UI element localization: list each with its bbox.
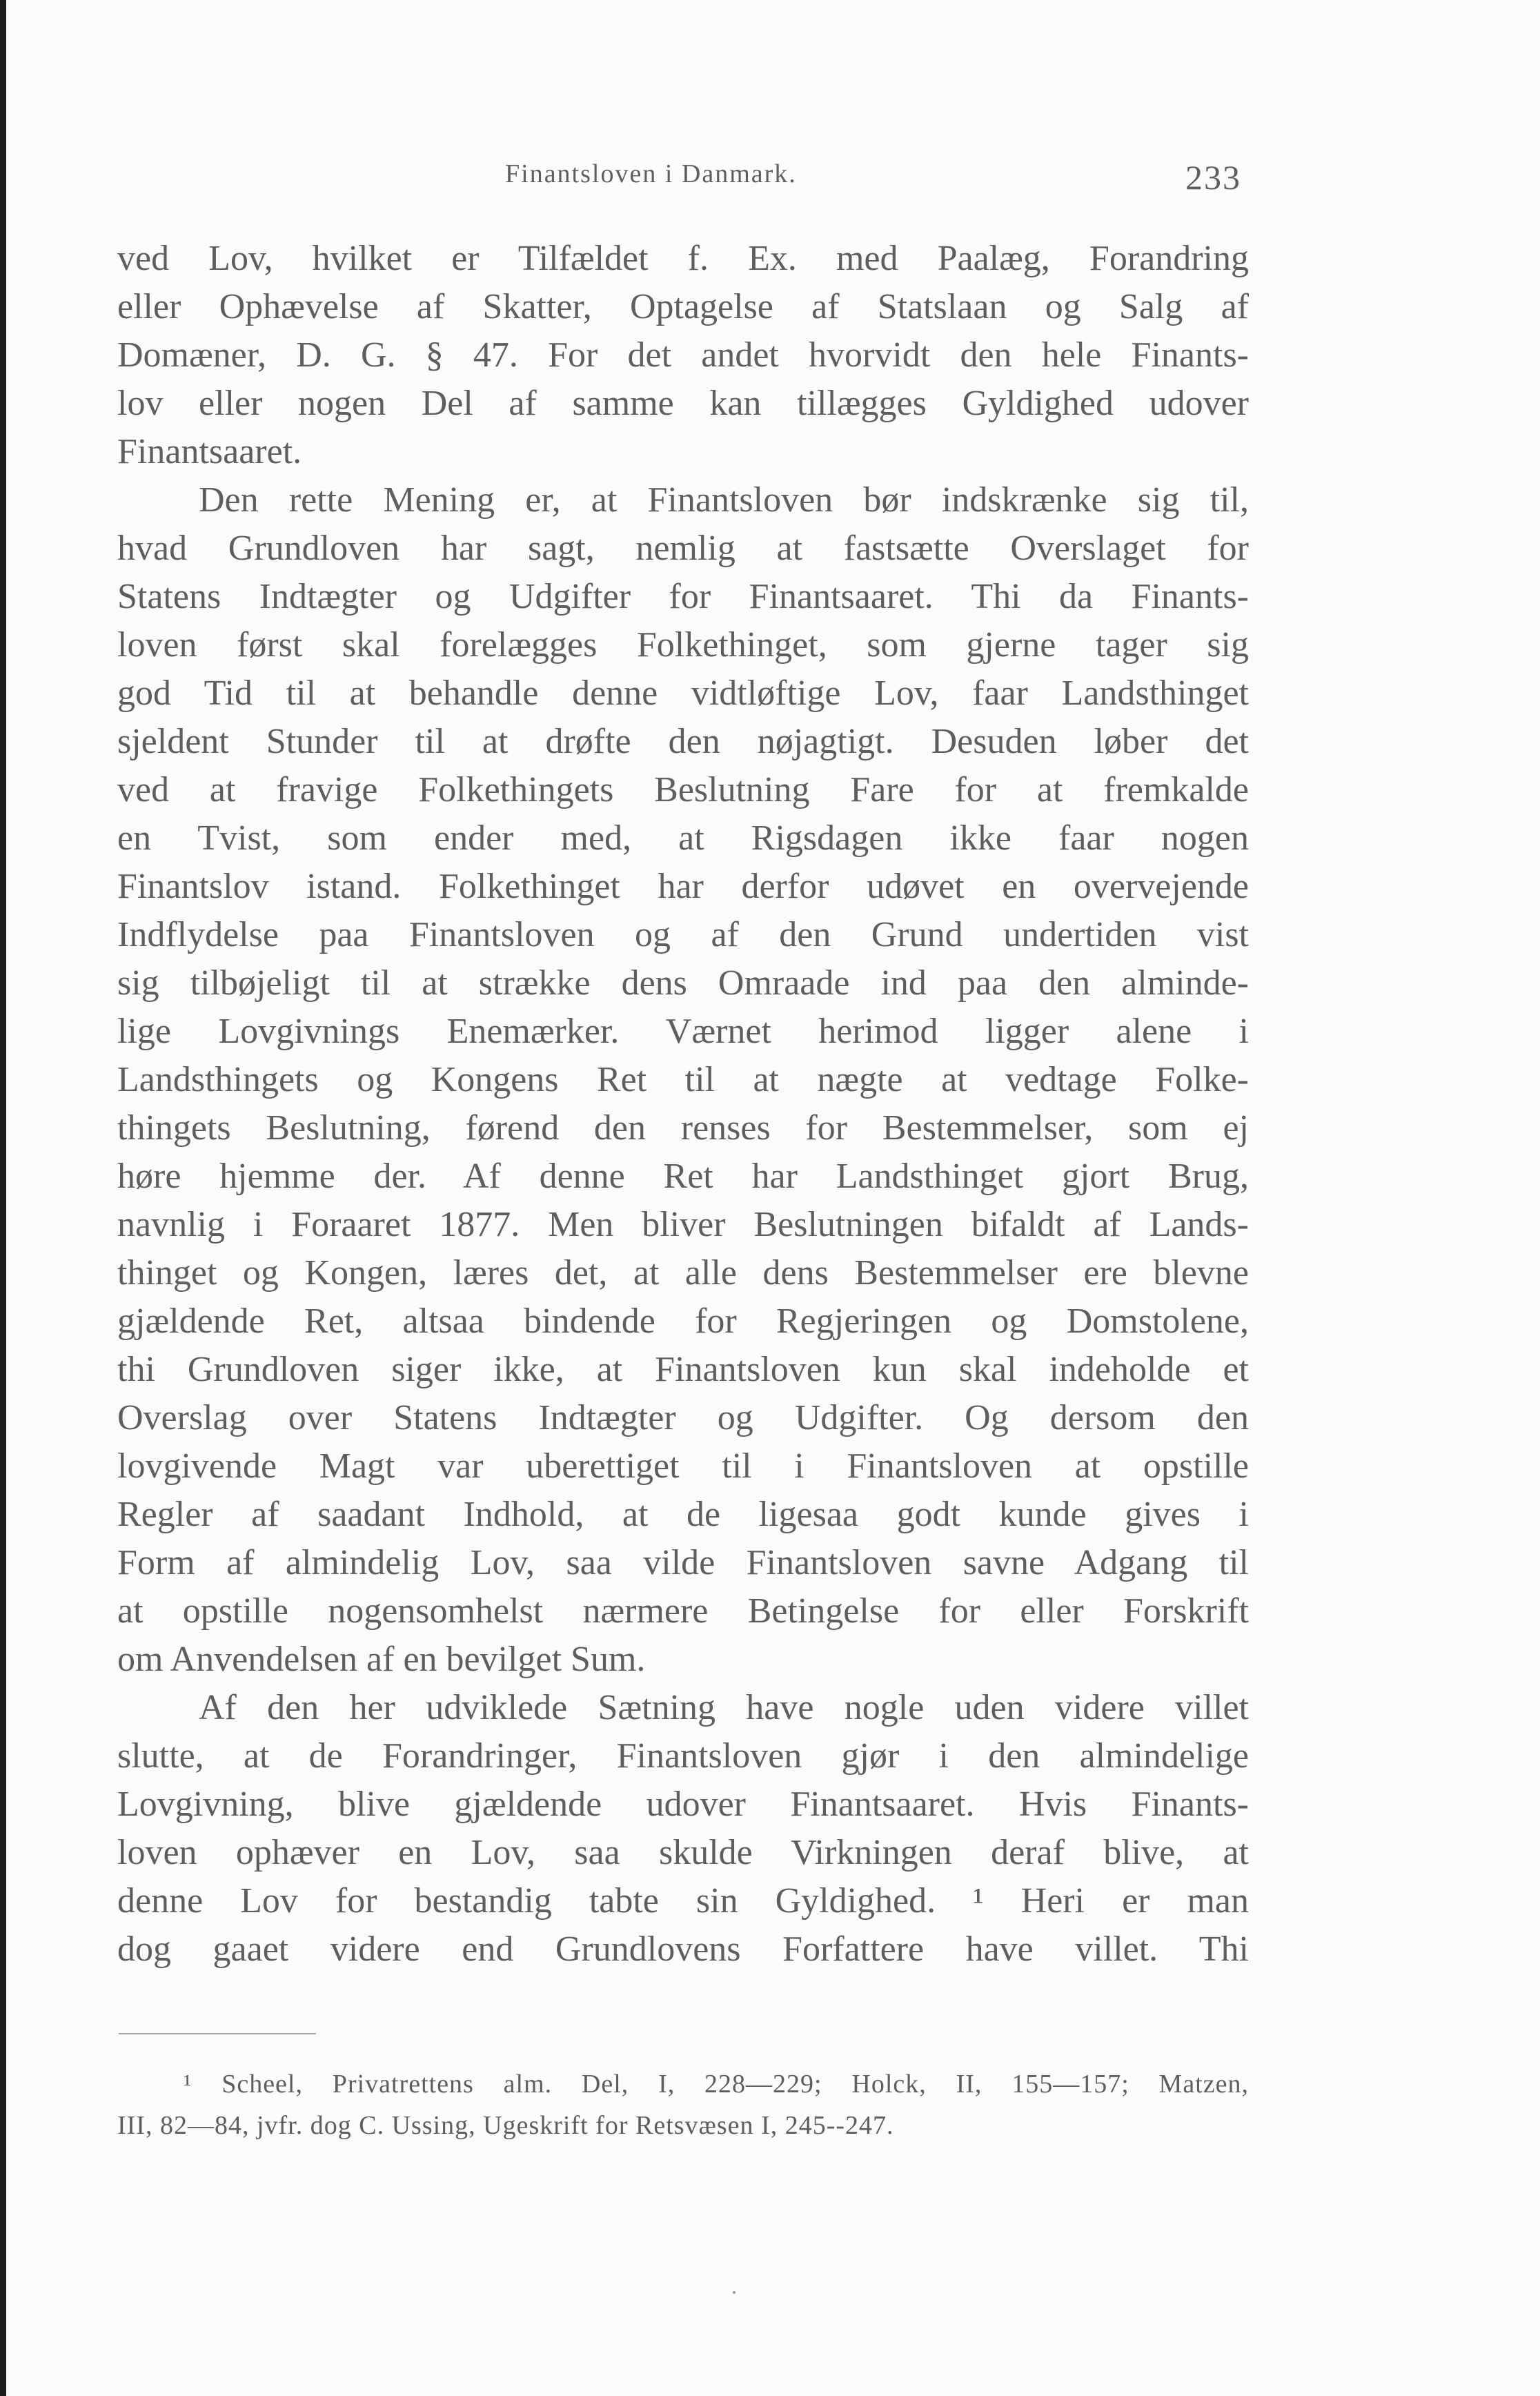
text-line: thinget og Kongen, læres det, at alle dens Bestemmelser ere blevne — [117, 1253, 1249, 1293]
text-line: Finantsaaret. — [117, 432, 302, 471]
text-line: Form af almindelig Lov, saa vilde Finantsloven savne Adgang til — [117, 1543, 1249, 1582]
paragraph-3 — [117, 1684, 1249, 1974]
text-line: thi Grundloven siger ikke, at Finantsloven kun skal indeholde et — [117, 1350, 1249, 1389]
text-line: eller Ophævelse af Skatter, Optagelse af Statslaan og Salg af — [117, 287, 1249, 326]
text-line: Den rette Mening er, at Finantsloven bør indskrænke sig til, — [199, 480, 1249, 520]
page-number: 233 — [1185, 158, 1241, 197]
text-line: høre hjemme der. Af denne Ret har Landsthinget gjort Brug, — [117, 1157, 1249, 1196]
text-line: god Tid til at behandle denne vidtløftige Lov, faar Landsthinget — [117, 674, 1249, 713]
text-line: lov eller nogen Del af samme kan tillægges Gyldighed udover — [117, 384, 1249, 423]
page-header — [0, 153, 1540, 195]
text-line: dog gaaet videre end Grundlovens Forfattere have villet. Thi — [117, 1929, 1249, 1969]
text-line: loven ophæver en Lov, saa skulde Virkningen deraf blive, at — [117, 1833, 1249, 1872]
text-line: Regler af saadant Indhold, at de ligesaa godt kunde gives i — [117, 1495, 1249, 1534]
text-line: Landsthingets og Kongens Ret til at nægte at vedtage Folke- — [117, 1060, 1249, 1099]
text-line: hvad Grundloven har sagt, nemlig at fastsætte Overslaget for — [117, 529, 1249, 568]
footnote — [117, 2063, 1249, 2146]
footnote-divider — [119, 2033, 316, 2034]
footnote-line: ¹ Scheel, Privatrettens alm. Del, I, 228—229; Holck, II, 155—157; Matzen, — [184, 2070, 1249, 2099]
paragraph-1 — [117, 235, 1249, 476]
text-line: Lovgivning, blive gjældende udover Finantsaaret. Hvis Finants- — [117, 1785, 1249, 1824]
paragraph-2 — [117, 476, 1249, 1684]
text-line: denne Lov for bestandig tabte sin Gyldighed. ¹ Heri er man — [117, 1881, 1249, 1921]
running-head: Finantsloven i Danmark. — [505, 159, 797, 188]
text-line: Af den her udviklede Sætning have nogle uden videre villet — [199, 1688, 1249, 1727]
text-line: ved at fravige Folkethingets Beslutning Fare for at fremkalde — [117, 770, 1249, 809]
text-line: lige Lovgivnings Enemærker. Værnet herimod ligger alene i — [117, 1012, 1249, 1051]
text-line: Domæner, D. G. § 47. For det andet hvorvidt den hele Finants- — [117, 335, 1249, 375]
text-line: at opstille nogensomhelst nærmere Betingelse for eller Forskrift — [117, 1591, 1249, 1631]
footnote-line: III, 82—84, jvfr. dog C. Ussing, Ugeskrift for Retsvæsen I, 245--247. — [117, 2111, 894, 2140]
text-line: lovgivende Magt var uberettiget til i Finantsloven at opstille — [117, 1446, 1249, 1486]
scan-edge — [0, 0, 6, 2396]
text-line: gjældende Ret, altsaa bindende for Regjeringen og Domstolene, — [117, 1302, 1249, 1341]
text-line: Overslag over Statens Indtægter og Udgifter. Og dersom den — [117, 1398, 1249, 1437]
text-line: sig tilbøjeligt til at strække dens Omraade ind paa den alminde- — [117, 963, 1249, 1003]
text-line: sjeldent Stunder til at drøfte den nøjagtigt. Desuden løber det — [117, 722, 1249, 761]
text-line: Statens Indtægter og Udgifter for Finantsaaret. Thi da Finants- — [117, 577, 1249, 616]
text-line: Indflydelse paa Finantsloven og af den Grund undertiden vist — [117, 915, 1249, 954]
paper-speck — [733, 2291, 736, 2294]
text-line: slutte, at de Forandringer, Finantsloven gjør i den almindelige — [117, 1736, 1249, 1776]
body-text — [117, 235, 1249, 1974]
text-line: loven først skal forelægges Folkethinget, som gjerne tager sig — [117, 625, 1249, 665]
text-line: thingets Beslutning, førend den renses for Bestemmelser, som ej — [117, 1108, 1249, 1148]
text-line: en Tvist, som ender med, at Rigsdagen ikke faar nogen — [117, 818, 1249, 858]
text-line: ved Lov, hvilket er Tilfældet f. Ex. med Paalæg, Forandring — [117, 239, 1249, 278]
text-line: Finantslov istand. Folkethinget har derfor udøvet en overvejende — [117, 867, 1249, 906]
text-line: om Anvendelsen af en bevilget Sum. — [117, 1640, 646, 1679]
text-line: navnlig i Foraaret 1877. Men bliver Beslutningen bifaldt af Lands- — [117, 1205, 1249, 1244]
